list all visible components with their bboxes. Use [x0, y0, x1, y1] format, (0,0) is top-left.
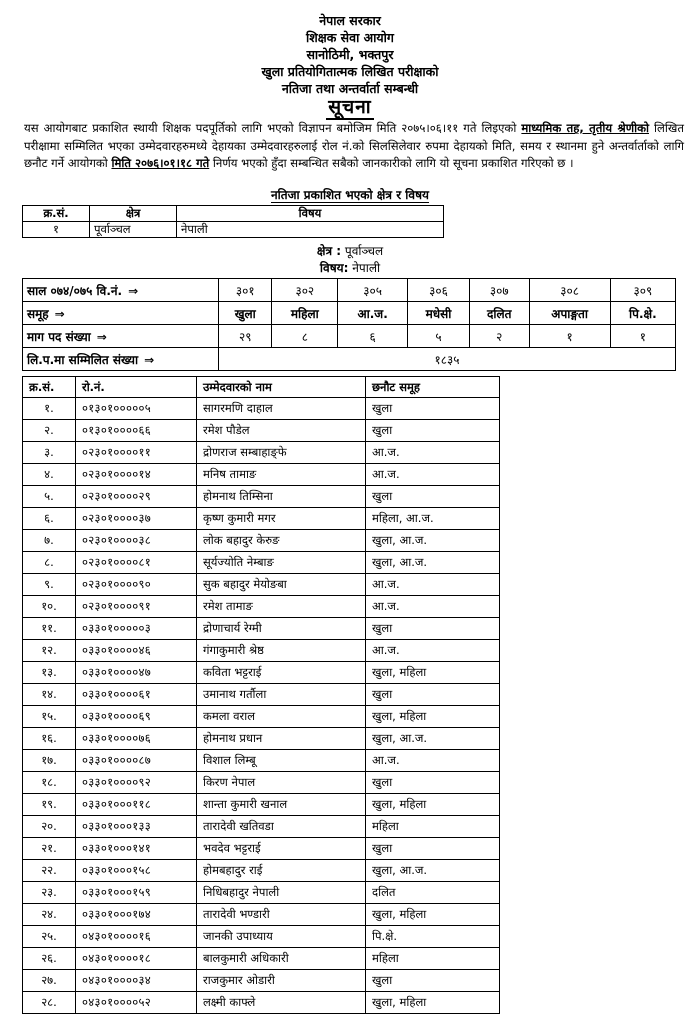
candidate-sn: २५.	[23, 926, 76, 948]
quota-posts: १	[529, 325, 610, 348]
quota-row-codes	[23, 279, 676, 302]
candidate-group: खुला, महिला	[366, 904, 500, 926]
quota-included-total: १८३५	[219, 348, 676, 371]
header-commission: शिक्षक सेवा आयोग	[306, 30, 394, 45]
candidate-sn: ८.	[23, 552, 76, 574]
table-row	[23, 508, 500, 530]
candidate-group: खुला, महिला	[366, 662, 500, 684]
table-row	[23, 530, 500, 552]
notice-part-3: निर्णय भएको हुँदा सम्बन्धित सबैको जानकारीको लागि यो सूचना प्रकाशित गरिएको छ ।	[209, 156, 574, 170]
candidate-group: आ.ज.	[366, 464, 500, 486]
candidate-group: खुला	[366, 618, 500, 640]
candidate-roll-number: ०२३०१००००९०	[76, 574, 197, 596]
quota-posts: १	[610, 325, 675, 348]
candidate-group: खुला, आ.ज.	[366, 728, 500, 750]
quota-posts-label: माग पद संख्या	[27, 329, 91, 344]
arrow-icon: ⇒	[96, 329, 107, 344]
candidate-group: महिला, आ.ज.	[366, 508, 500, 530]
candidate-group: खुला	[366, 970, 500, 992]
arrow-icon: ⇒	[144, 352, 155, 367]
candidate-sn: २८.	[23, 992, 76, 1014]
quota-code: ३०८	[529, 279, 610, 302]
candidate-roll-number: ०२३०१००००२९	[76, 486, 197, 508]
candidate-sn: १६.	[23, 728, 76, 750]
candidate-roll-number: ०३३०१००००४६	[76, 640, 197, 662]
table-row	[23, 838, 500, 860]
candidate-name: कृष्ण कुमारी मगर	[197, 508, 366, 530]
table-row	[23, 596, 500, 618]
quota-group: आ.ज.	[338, 302, 408, 325]
quota-group: अपाङ्गता	[529, 302, 610, 325]
candidate-sn: ५.	[23, 486, 76, 508]
quota-row-groups	[23, 302, 676, 325]
table-row	[23, 398, 500, 420]
region-value: पूर्वाञ्चल	[344, 244, 384, 258]
candidate-group: खुला	[366, 420, 500, 442]
candidate-sn: १३.	[23, 662, 76, 684]
candidate-group: महिला	[366, 948, 500, 970]
candidate-name: कमला वराल	[197, 706, 366, 728]
table-row	[23, 948, 500, 970]
candidate-group: खुला, आ.ज.	[366, 530, 500, 552]
region-line	[0, 243, 700, 259]
candidate-roll-number: ०१३०१०००००५	[76, 398, 197, 420]
candidate-roll-number: ०४३०१००००३४	[76, 970, 197, 992]
arrow-icon: ⇒	[128, 283, 139, 298]
candidate-sn: २६.	[23, 948, 76, 970]
table-row	[23, 904, 500, 926]
quota-code: ३०२	[272, 279, 338, 302]
candidate-name: रमेश पौडेल	[197, 420, 366, 442]
candidate-group: खुला	[366, 684, 500, 706]
candidate-name: किरण नेपाल	[197, 772, 366, 794]
subject-line	[0, 260, 700, 276]
candidate-name: होमबहादुर राई	[197, 860, 366, 882]
candidate-sn: २४.	[23, 904, 76, 926]
candidate-name: मनिष तामाङ	[197, 464, 366, 486]
table-row	[23, 706, 500, 728]
candidate-sn: ४.	[23, 464, 76, 486]
notice-level: माध्यमिक तह, तृतीय श्रेणीको	[521, 121, 649, 135]
quota-code: ३०९	[610, 279, 675, 302]
quota-group: महिला	[272, 302, 338, 325]
subject-value: नेपाली	[352, 261, 381, 275]
candidates-table	[22, 376, 500, 1014]
candidate-name: जानकी उपाध्याय	[197, 926, 366, 948]
candidate-sn: ११.	[23, 618, 76, 640]
quota-row-posts	[23, 325, 676, 348]
quota-code: ३०१	[219, 279, 272, 302]
candidate-group: खुला, आ.ज.	[366, 552, 500, 574]
candidate-sn: १.	[23, 398, 76, 420]
candidate-name: कविता भट्टराई	[197, 662, 366, 684]
candidate-sn: २.	[23, 420, 76, 442]
table-row	[23, 684, 500, 706]
quota-year-label: साल ०७४/०७५ वि.नं.	[27, 283, 123, 298]
candidates-body	[23, 398, 500, 1014]
quota-included-cell	[23, 348, 219, 371]
region-cell-region: पूर्वाञ्चल	[90, 222, 177, 238]
table-row	[23, 816, 500, 838]
header-government: नेपाल सरकार	[319, 13, 381, 28]
region-header-sn: क्र.सं.	[23, 206, 90, 222]
header-address: सानोठिमी, भक्तपुर	[306, 47, 394, 62]
notice-decision-date: मिति २०७६।०१।१८ गते	[111, 156, 210, 170]
candidate-roll-number: ०४३०१००००५२	[76, 992, 197, 1014]
candidate-sn: १५.	[23, 706, 76, 728]
table-row	[23, 420, 500, 442]
candidate-sn: २२.	[23, 860, 76, 882]
table-row	[23, 926, 500, 948]
candidate-roll-number: ०३३०१०००११८	[76, 794, 197, 816]
candidate-sn: २७.	[23, 970, 76, 992]
arrow-icon: ⇒	[54, 306, 65, 321]
candidate-name: भवदेव भट्टराई	[197, 838, 366, 860]
candidate-name: विशाल लिम्बू	[197, 750, 366, 772]
candidate-sn: ९.	[23, 574, 76, 596]
candidate-sn: १९.	[23, 794, 76, 816]
candidate-roll-number: ०२३०१००००११	[76, 442, 197, 464]
candidates-header-sn: क्र.सं.	[23, 377, 76, 398]
candidate-group: खुला	[366, 486, 500, 508]
quota-included-label: लि.प.मा सम्मिलित संख्या	[27, 352, 139, 367]
candidate-roll-number: ०३३०१०००१५८	[76, 860, 197, 882]
table-row	[23, 618, 500, 640]
candidate-sn: २०.	[23, 816, 76, 838]
quota-code: ३०६	[408, 279, 470, 302]
notice-title-wrap	[0, 96, 700, 118]
quota-group: दलित	[469, 302, 529, 325]
candidate-name: निधिबहादुर नेपाली	[197, 882, 366, 904]
candidate-group: खुला, महिला	[366, 706, 500, 728]
candidate-name: द्रोणराज सम्बाहाङ्फे	[197, 442, 366, 464]
candidate-name: उमानाथ गर्तौला	[197, 684, 366, 706]
candidate-name: बालकुमारी अधिकारी	[197, 948, 366, 970]
table-row	[23, 486, 500, 508]
quota-posts: २	[469, 325, 529, 348]
region-header-region: क्षेत्र	[90, 206, 177, 222]
candidate-sn: ३.	[23, 442, 76, 464]
table-row	[23, 772, 500, 794]
candidate-roll-number: ०३३०१०००१४१	[76, 838, 197, 860]
quota-row-included	[23, 348, 676, 371]
quota-code: ३०५	[338, 279, 408, 302]
candidate-name: होमनाथ तिम्सिना	[197, 486, 366, 508]
candidate-name: सुक बहादुर मेयोङबा	[197, 574, 366, 596]
candidate-roll-number: ०३३०१०००००३	[76, 618, 197, 640]
candidate-name: तारादेवी खतिवडा	[197, 816, 366, 838]
quota-group-cell	[23, 302, 219, 325]
candidate-group: खुला, महिला	[366, 992, 500, 1014]
candidate-roll-number: ०३३०१००००८७	[76, 750, 197, 772]
candidate-group: आ.ज.	[366, 596, 500, 618]
candidate-name: लक्ष्मी काफ्ले	[197, 992, 366, 1014]
candidate-group: पि.क्षे.	[366, 926, 500, 948]
table-row	[23, 552, 500, 574]
section-title-wrap	[0, 187, 700, 203]
table-row	[23, 728, 500, 750]
candidate-roll-number: ०२३०१००००१४	[76, 464, 197, 486]
candidate-name: द्रोणाचार्य रेग्मी	[197, 618, 366, 640]
candidate-name: सूर्यज्योति नेम्बाङ	[197, 552, 366, 574]
candidate-sn: १८.	[23, 772, 76, 794]
candidate-roll-number: ०३३०१००००४७	[76, 662, 197, 684]
candidate-roll-number: ०३३०१००००७६	[76, 728, 197, 750]
candidate-name: गंगाकुमारी श्रेष्ठ	[197, 640, 366, 662]
table-row	[23, 882, 500, 904]
candidate-group: आ.ज.	[366, 640, 500, 662]
quota-code: ३०७	[469, 279, 529, 302]
candidate-group: आ.ज.	[366, 574, 500, 596]
candidates-header-name: उम्मेदवारको नाम	[197, 377, 366, 398]
candidate-group: खुला, आ.ज.	[366, 860, 500, 882]
candidate-sn: १२.	[23, 640, 76, 662]
table-row	[23, 640, 500, 662]
candidate-group: आ.ज.	[366, 442, 500, 464]
quota-posts: ६	[338, 325, 408, 348]
candidate-name: राजकुमार ओडारी	[197, 970, 366, 992]
subject-label: विषय:	[319, 261, 349, 275]
quota-posts-cell	[23, 325, 219, 348]
table-row	[23, 464, 500, 486]
header-exam-type: खुला प्रतियोगितात्मक लिखित परीक्षाको	[261, 64, 439, 79]
candidates-header	[23, 377, 500, 398]
notice-part-2: लिखित परीक्षामा सम्मिलित भएका उम्मेदवारहरुमध्ये देहायका उम्मेदवारहरुलाई रोल नं.को सिलसिलेवार रुपमा देहायको मिति, समय र स्थानमा हुने अन्तर्वार्ताको लागि छनौट गर्ने आयोगको	[24, 121, 684, 170]
notice-part-1: यस आयोगबाट प्रकाशित स्थायी शिक्षक पदपूर्तिको लागि भएको विज्ञापन बमोजिम मिति २०७५।०६।११ गते लिइएको	[24, 121, 522, 135]
quota-posts: ८	[272, 325, 338, 348]
candidate-name: शान्ता कुमारी खनाल	[197, 794, 366, 816]
candidate-group: खुला, महिला	[366, 794, 500, 816]
candidate-sn: १४.	[23, 684, 76, 706]
quota-group: पि.क्षे.	[610, 302, 675, 325]
candidate-roll-number: ०४३०१००००१८	[76, 948, 197, 970]
candidate-sn: १७.	[23, 750, 76, 772]
candidate-group: खुला	[366, 398, 500, 420]
candidate-name: होमनाथ प्रधान	[197, 728, 366, 750]
candidate-roll-number: ०२३०१००००९१	[76, 596, 197, 618]
candidate-roll-number: ०३३०१००००६१	[76, 684, 197, 706]
quota-posts: ५	[408, 325, 470, 348]
quota-group: मधेसी	[408, 302, 470, 325]
candidate-group: दलित	[366, 882, 500, 904]
region-cell-subject: नेपाली	[177, 222, 444, 238]
candidate-roll-number: ०३३०१०००१५९	[76, 882, 197, 904]
candidate-group: खुला	[366, 772, 500, 794]
candidate-roll-number: ०२३०१००००८१	[76, 552, 197, 574]
notice-title: सूचना	[328, 96, 372, 118]
region-header-subject: विषय	[177, 206, 444, 222]
quota-table	[22, 278, 676, 371]
candidate-name: लोक बहादुर केरुङ	[197, 530, 366, 552]
table-row	[23, 794, 500, 816]
table-row	[23, 750, 500, 772]
candidate-roll-number: ०१३०१००००६६	[76, 420, 197, 442]
region-table	[22, 205, 444, 238]
candidates-header-group: छनौट समूह	[366, 377, 500, 398]
table-row	[23, 662, 500, 684]
candidate-roll-number: ०३३०१०००१७४	[76, 904, 197, 926]
candidate-name: तारादेवी भण्डारी	[197, 904, 366, 926]
table-row	[23, 860, 500, 882]
candidate-roll-number: ०२३०१००००३७	[76, 508, 197, 530]
candidate-group: आ.ज.	[366, 750, 500, 772]
candidate-sn: १०.	[23, 596, 76, 618]
quota-posts: २९	[219, 325, 272, 348]
table-row	[23, 574, 500, 596]
quota-group: खुला	[219, 302, 272, 325]
candidate-group: खुला	[366, 838, 500, 860]
candidate-roll-number: ०४३०१००००१६	[76, 926, 197, 948]
candidate-sn: ७.	[23, 530, 76, 552]
region-cell-sn: १	[23, 222, 90, 238]
candidate-group: महिला	[366, 816, 500, 838]
candidate-name: रमेश तामाङ	[197, 596, 366, 618]
candidate-roll-number: ०२३०१००००३८	[76, 530, 197, 552]
candidate-sn: ६.	[23, 508, 76, 530]
table-row	[23, 442, 500, 464]
candidates-header-roll: रो.नं.	[76, 377, 197, 398]
header-subject-line: नतिजा तथा अन्तर्वार्ता सम्बन्धी	[281, 81, 419, 96]
section-title: नतिजा प्रकाशित भएको क्षेत्र र विषय	[271, 188, 429, 202]
region-table-header	[23, 206, 444, 222]
candidate-roll-number: ०३३०१००००९२	[76, 772, 197, 794]
table-row	[23, 992, 500, 1014]
candidate-sn: २१.	[23, 838, 76, 860]
candidate-name: सागरमणि दाहाल	[197, 398, 366, 420]
candidate-roll-number: ०३३०१००००६९	[76, 706, 197, 728]
notice-paragraph	[24, 120, 684, 173]
candidate-roll-number: ०३३०१०००१३३	[76, 816, 197, 838]
table-row	[23, 970, 500, 992]
region-label: क्षेत्र :	[316, 244, 342, 258]
region-table-row	[23, 222, 444, 238]
quota-year-cell	[23, 279, 219, 302]
quota-group-label: समूह	[27, 306, 49, 321]
candidate-sn: २३.	[23, 882, 76, 904]
